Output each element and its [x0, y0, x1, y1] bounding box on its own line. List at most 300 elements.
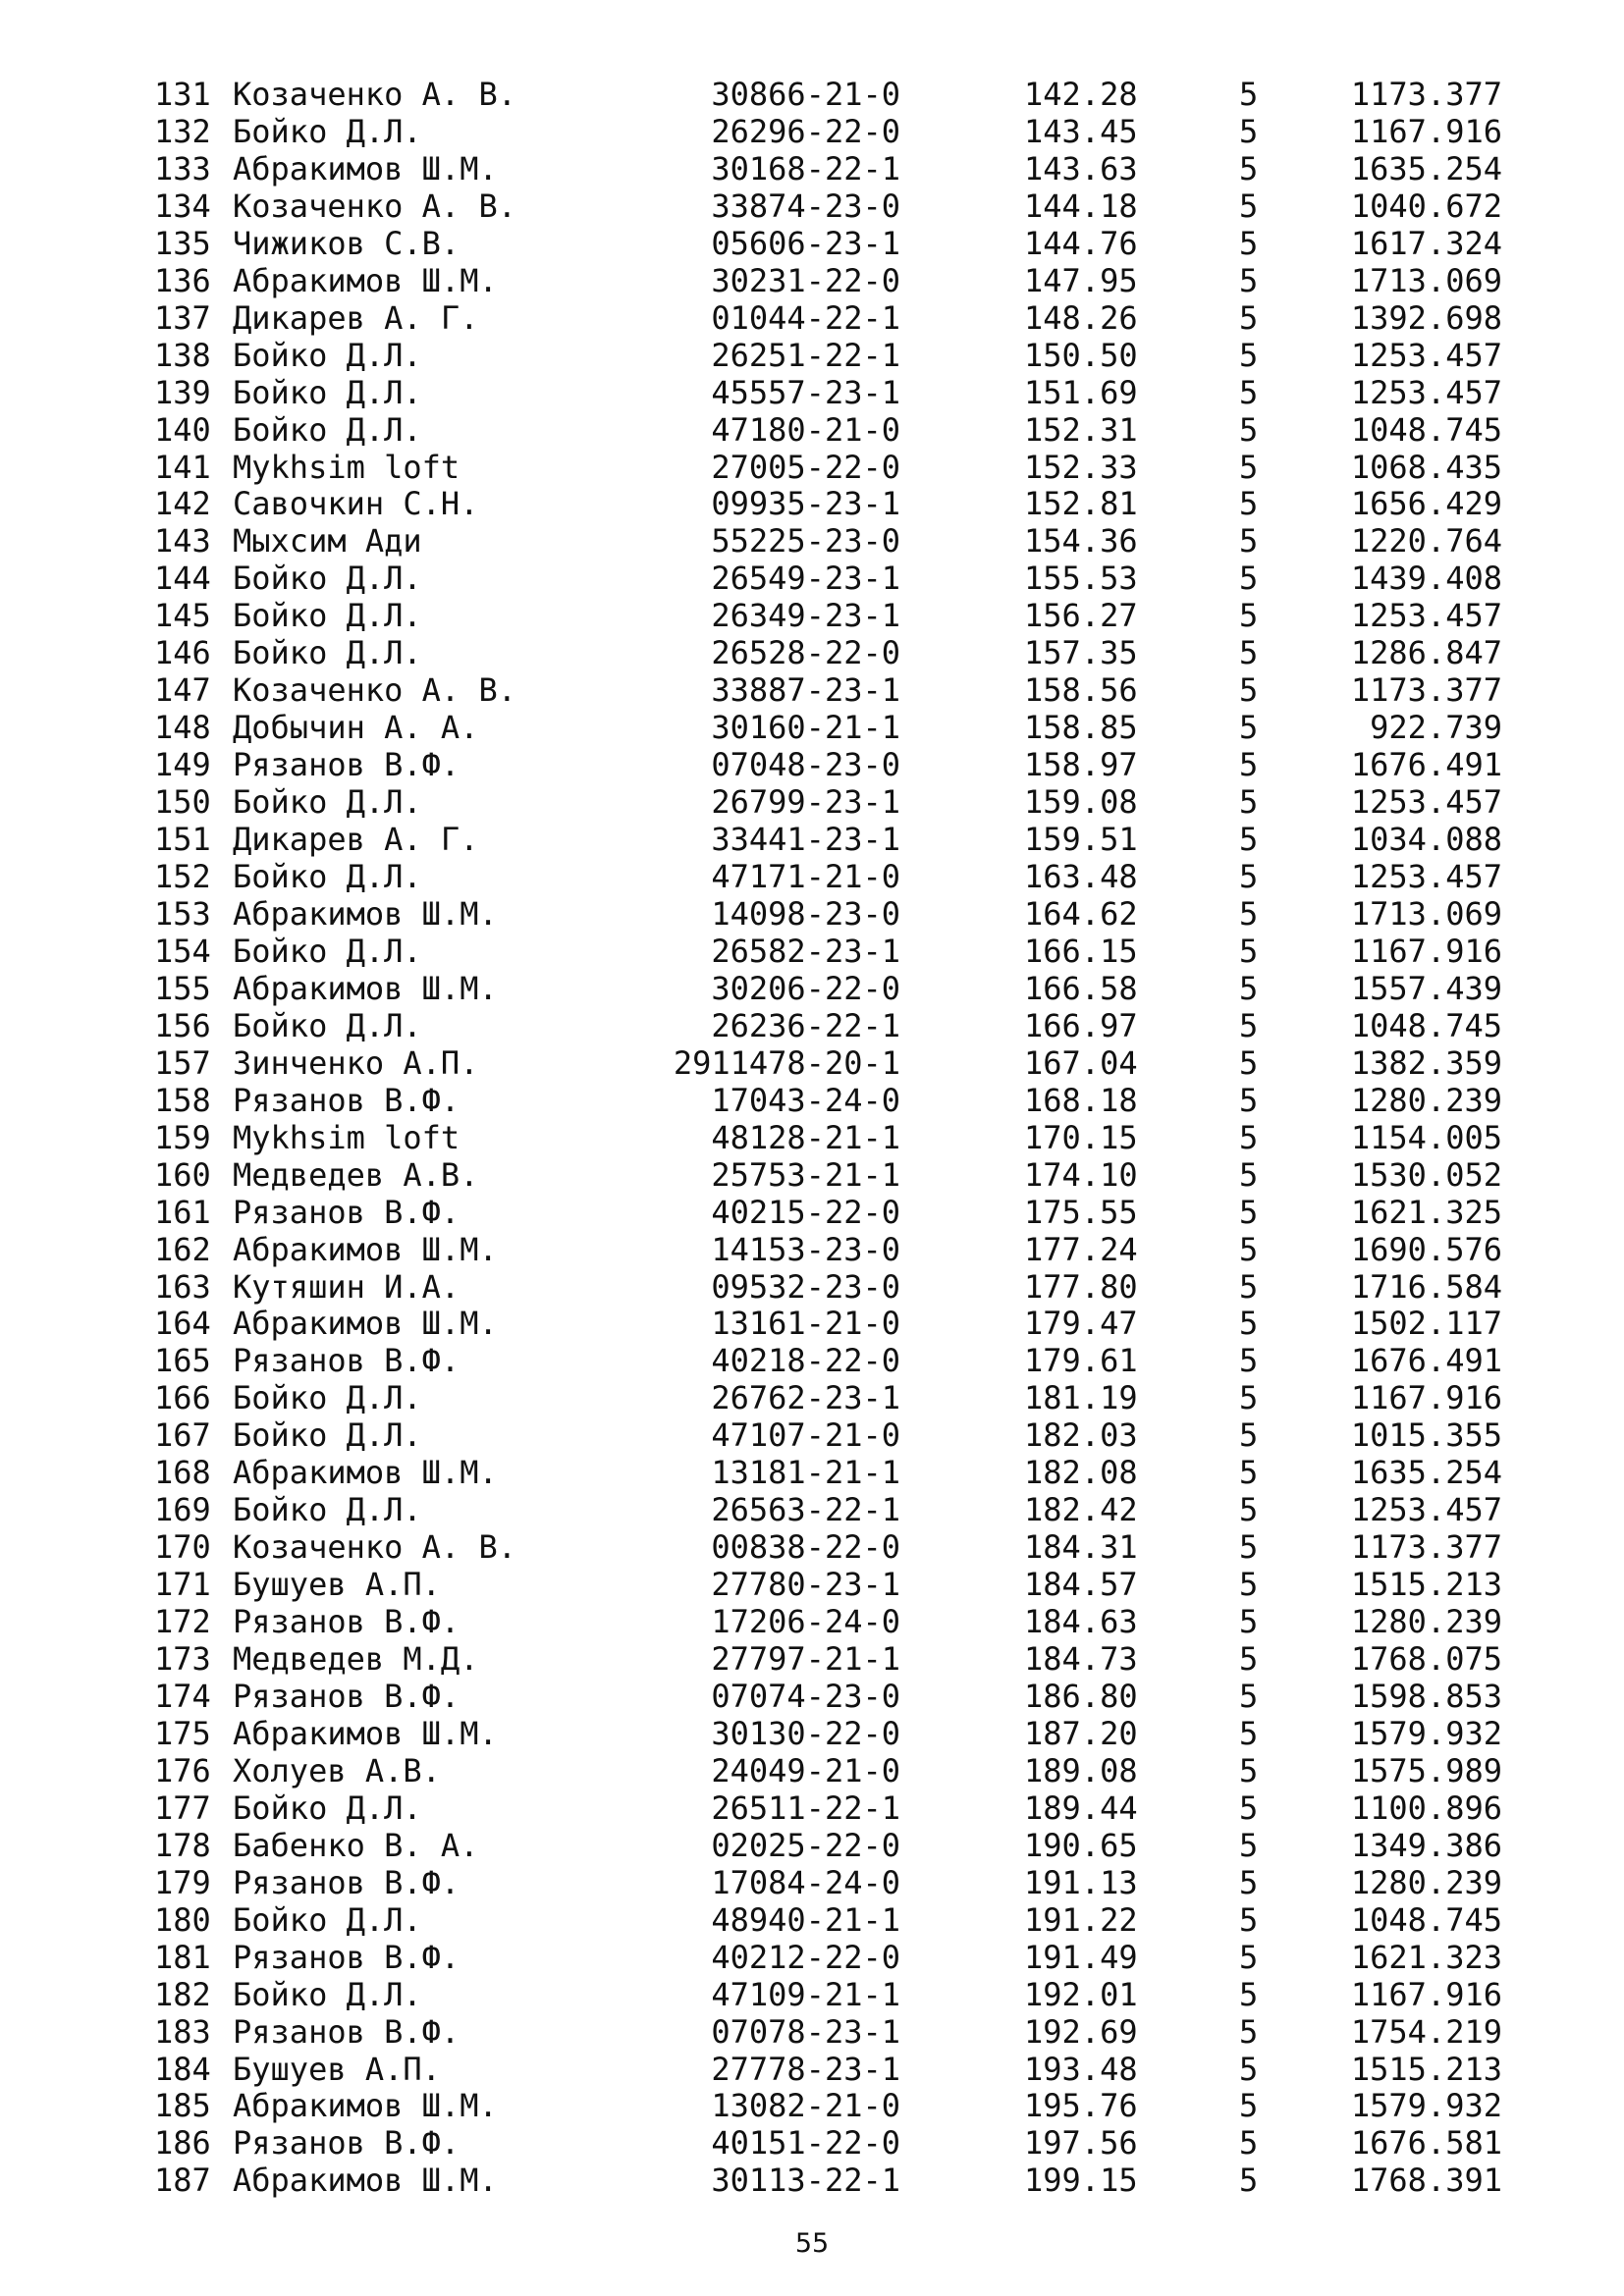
owner-name: Бойко Д.Л.: [233, 560, 422, 598]
row-number: 138: [154, 336, 211, 374]
table-row: [0, 151, 1624, 188]
table-row: [0, 450, 1624, 487]
area-value: 152.81: [1024, 485, 1138, 523]
record-code: 27797-21-1: [711, 1640, 900, 1679]
area-value: 195.76: [1024, 2087, 1138, 2125]
amount-value: 1557.439: [1350, 969, 1502, 1007]
record-code: 40212-22-0: [711, 1938, 900, 1976]
amount-value: 1635.254: [1350, 1454, 1502, 1492]
record-code: 40215-22-0: [711, 1193, 900, 1231]
row-number: 162: [154, 1230, 211, 1268]
record-code: 26236-22-1: [711, 1006, 900, 1044]
record-code: 01044-22-1: [711, 298, 900, 337]
record-code: 27780-23-1: [711, 1566, 900, 1604]
owner-name: Абракимов Ш.М.: [233, 969, 498, 1007]
row-number: 175: [154, 1714, 211, 1752]
owner-name: Чижиков С.В.: [233, 224, 460, 262]
owner-name: Бойко Д.Л.: [233, 1416, 422, 1455]
table-row: [0, 114, 1624, 151]
amount-value: 1286.847: [1350, 634, 1502, 672]
record-code: 45557-23-1: [711, 373, 900, 411]
row-number: 141: [154, 448, 211, 486]
row-number: 174: [154, 1677, 211, 1715]
record-code: 02025-22-0: [711, 1826, 900, 1864]
amount-value: 1167.916: [1350, 112, 1502, 150]
class-value: 5: [1239, 597, 1259, 635]
amount-value: 922.739: [1370, 709, 1502, 747]
amount-value: 1713.069: [1350, 261, 1502, 299]
record-code: 33441-23-1: [711, 821, 900, 859]
amount-value: 1754.219: [1350, 2012, 1502, 2051]
record-code: 48940-21-1: [711, 1900, 900, 1939]
area-value: 152.33: [1024, 448, 1138, 486]
table-row: [0, 300, 1624, 338]
amount-value: 1048.745: [1350, 1006, 1502, 1044]
row-number: 131: [154, 76, 211, 113]
row-number: 153: [154, 894, 211, 933]
class-value: 5: [1239, 709, 1259, 747]
amount-value: 1048.745: [1350, 1900, 1502, 1939]
class-value: 5: [1239, 1118, 1259, 1156]
record-code: 47109-21-1: [711, 1975, 900, 2013]
area-value: 193.48: [1024, 2050, 1138, 2088]
table-row: [0, 1679, 1624, 1716]
row-number: 134: [154, 187, 211, 225]
class-value: 5: [1239, 1454, 1259, 1492]
record-code: 55225-23-0: [711, 522, 900, 561]
area-value: 152.31: [1024, 410, 1138, 449]
amount-value: 1515.213: [1350, 2050, 1502, 2088]
table-row: [0, 1269, 1624, 1307]
row-number: 185: [154, 2087, 211, 2125]
class-value: 5: [1239, 410, 1259, 449]
area-value: 170.15: [1024, 1118, 1138, 1156]
table-row: [0, 375, 1624, 412]
page-number: 55: [794, 2228, 830, 2259]
area-value: 167.04: [1024, 1043, 1138, 1082]
record-code: 07048-23-0: [711, 746, 900, 784]
row-number: 139: [154, 373, 211, 411]
table-row: [0, 1604, 1624, 1641]
row-number: 145: [154, 597, 211, 635]
class-value: 5: [1239, 894, 1259, 933]
area-value: 174.10: [1024, 1155, 1138, 1194]
record-code: 17084-24-0: [711, 1863, 900, 1901]
record-code: 26511-22-1: [711, 1789, 900, 1827]
table-row: [0, 1008, 1624, 1045]
record-code: 27005-22-0: [711, 448, 900, 486]
owner-name: Бушуев А.П.: [233, 2050, 441, 2088]
class-value: 5: [1239, 336, 1259, 374]
table-row: [0, 1753, 1624, 1790]
table-row: [0, 188, 1624, 226]
amount-value: 1392.698: [1350, 298, 1502, 337]
class-value: 5: [1239, 1863, 1259, 1901]
class-value: 5: [1239, 1081, 1259, 1119]
row-number: 147: [154, 671, 211, 710]
owner-name: Бойко Д.Л.: [233, 336, 422, 374]
record-code: 26582-23-1: [711, 932, 900, 970]
owner-name: Mykhsim loft: [233, 448, 460, 486]
amount-value: 1253.457: [1350, 336, 1502, 374]
class-value: 5: [1239, 1677, 1259, 1715]
table-row: [0, 263, 1624, 300]
class-value: 5: [1239, 187, 1259, 225]
row-number: 178: [154, 1826, 211, 1864]
record-code: 17043-24-0: [711, 1081, 900, 1119]
amount-value: 1280.239: [1350, 1863, 1502, 1901]
amount-value: 1676.491: [1350, 746, 1502, 784]
owner-name: Абракимов Ш.М.: [233, 2162, 498, 2200]
row-number: 152: [154, 858, 211, 896]
owner-name: Мыхсим Ади: [233, 522, 422, 561]
class-value: 5: [1239, 1714, 1259, 1752]
area-value: 191.49: [1024, 1938, 1138, 1976]
row-number: 160: [154, 1155, 211, 1194]
amount-value: 1068.435: [1350, 448, 1502, 486]
area-value: 184.31: [1024, 1528, 1138, 1567]
table-row: [0, 896, 1624, 934]
table-row: [0, 1380, 1624, 1417]
record-code: 13181-21-1: [711, 1454, 900, 1492]
table-row: [0, 1195, 1624, 1232]
row-number: 183: [154, 2012, 211, 2051]
class-value: 5: [1239, 76, 1259, 113]
owner-name: Абракимов Ш.М.: [233, 1714, 498, 1752]
record-code: 07074-23-0: [711, 1677, 900, 1715]
area-value: 175.55: [1024, 1193, 1138, 1231]
area-value: 179.61: [1024, 1342, 1138, 1380]
class-value: 5: [1239, 1230, 1259, 1268]
amount-value: 1167.916: [1350, 1379, 1502, 1417]
amount-value: 1621.325: [1350, 1193, 1502, 1231]
owner-name: Mykhsim loft: [233, 1118, 460, 1156]
owner-name: Рязанов В.Ф.: [233, 1342, 460, 1380]
owner-name: Кутяшин И.А.: [233, 1267, 460, 1306]
row-number: 179: [154, 1863, 211, 1901]
table-row: [0, 2052, 1624, 2089]
amount-value: 1173.377: [1350, 76, 1502, 113]
area-value: 192.69: [1024, 2012, 1138, 2051]
class-value: 5: [1239, 2124, 1259, 2163]
amount-value: 1220.764: [1350, 522, 1502, 561]
table-row: [0, 1865, 1624, 1902]
class-value: 5: [1239, 634, 1259, 672]
class-value: 5: [1239, 1267, 1259, 1306]
amount-value: 1502.117: [1350, 1305, 1502, 1343]
owner-name: Бойко Д.Л.: [233, 1900, 422, 1939]
amount-value: 1768.391: [1350, 2162, 1502, 2200]
class-value: 5: [1239, 1043, 1259, 1082]
owner-name: Бушуев А.П.: [233, 1566, 441, 1604]
row-number: 157: [154, 1043, 211, 1082]
class-value: 5: [1239, 298, 1259, 337]
table-row: [0, 1641, 1624, 1679]
record-code: 26349-23-1: [711, 597, 900, 635]
owner-name: Бойко Д.Л.: [233, 112, 422, 150]
row-number: 158: [154, 1081, 211, 1119]
area-value: 158.97: [1024, 746, 1138, 784]
record-code: 26528-22-0: [711, 634, 900, 672]
owner-name: Бойко Д.Л.: [233, 373, 422, 411]
class-value: 5: [1239, 783, 1259, 822]
class-value: 5: [1239, 1193, 1259, 1231]
table-row: [0, 2088, 1624, 2125]
area-value: 184.57: [1024, 1566, 1138, 1604]
row-number: 180: [154, 1900, 211, 1939]
owner-name: Козаченко А. В.: [233, 1528, 516, 1567]
owner-name: Абракимов Ш.М.: [233, 1454, 498, 1492]
record-code: 26563-22-1: [711, 1491, 900, 1529]
table-row: [0, 1157, 1624, 1195]
class-value: 5: [1239, 932, 1259, 970]
record-code: 17206-24-0: [711, 1603, 900, 1641]
area-value: 166.58: [1024, 969, 1138, 1007]
class-value: 5: [1239, 746, 1259, 784]
table-row: [0, 2163, 1624, 2200]
row-number: 168: [154, 1454, 211, 1492]
table-row: [0, 1902, 1624, 1940]
amount-value: 1676.581: [1350, 2124, 1502, 2163]
amount-value: 1676.491: [1350, 1342, 1502, 1380]
row-number: 187: [154, 2162, 211, 2200]
row-number: 148: [154, 709, 211, 747]
area-value: 189.44: [1024, 1789, 1138, 1827]
area-value: 199.15: [1024, 2162, 1138, 2200]
amount-value: 1167.916: [1350, 932, 1502, 970]
area-value: 164.62: [1024, 894, 1138, 933]
class-value: 5: [1239, 858, 1259, 896]
class-value: 5: [1239, 1305, 1259, 1343]
area-value: 150.50: [1024, 336, 1138, 374]
class-value: 5: [1239, 373, 1259, 411]
class-value: 5: [1239, 112, 1259, 150]
amount-value: 1530.052: [1350, 1155, 1502, 1194]
owner-name: Козаченко А. В.: [233, 76, 516, 113]
amount-value: 1382.359: [1350, 1043, 1502, 1082]
area-value: 181.19: [1024, 1379, 1138, 1417]
area-value: 158.85: [1024, 709, 1138, 747]
owner-name: Бойко Д.Л.: [233, 1379, 422, 1417]
table-row: [0, 1045, 1624, 1083]
area-value: 182.08: [1024, 1454, 1138, 1492]
area-value: 147.95: [1024, 261, 1138, 299]
row-number: 182: [154, 1975, 211, 2013]
class-value: 5: [1239, 149, 1259, 187]
class-value: 5: [1239, 1379, 1259, 1417]
table-row: [0, 1828, 1624, 1865]
row-number: 137: [154, 298, 211, 337]
area-value: 187.20: [1024, 1714, 1138, 1752]
owner-name: Абракимов Ш.М.: [233, 894, 498, 933]
table-row: [0, 1306, 1624, 1343]
amount-value: 1280.239: [1350, 1603, 1502, 1641]
class-value: 5: [1239, 1491, 1259, 1529]
class-value: 5: [1239, 1640, 1259, 1679]
class-value: 5: [1239, 2050, 1259, 2088]
amount-value: 1253.457: [1350, 597, 1502, 635]
class-value: 5: [1239, 1751, 1259, 1789]
table-row: [0, 1716, 1624, 1753]
owner-name: Медведев М.Д.: [233, 1640, 479, 1679]
table-row: [0, 822, 1624, 859]
record-code: 26296-22-0: [711, 112, 900, 150]
record-code: 07078-23-1: [711, 2012, 900, 2051]
class-value: 5: [1239, 522, 1259, 561]
amount-value: 1173.377: [1350, 1528, 1502, 1567]
area-value: 142.28: [1024, 76, 1138, 113]
data-table: [0, 77, 1624, 2200]
table-row: [0, 971, 1624, 1008]
area-value: 154.36: [1024, 522, 1138, 561]
record-code: 30866-21-0: [711, 76, 900, 113]
owner-name: Рязанов В.Ф.: [233, 1863, 460, 1901]
row-number: 186: [154, 2124, 211, 2163]
table-row: [0, 1977, 1624, 2014]
record-code: 13082-21-0: [711, 2087, 900, 2125]
area-value: 177.80: [1024, 1267, 1138, 1306]
record-code: 24049-21-0: [711, 1751, 900, 1789]
table-row: [0, 2014, 1624, 2052]
class-value: 5: [1239, 1975, 1259, 2013]
amount-value: 1579.932: [1350, 1714, 1502, 1752]
row-number: 166: [154, 1379, 211, 1417]
table-row: [0, 1417, 1624, 1455]
row-number: 176: [154, 1751, 211, 1789]
record-code: 47107-21-0: [711, 1416, 900, 1455]
owner-name: Рязанов В.Ф.: [233, 1603, 460, 1641]
amount-value: 1253.457: [1350, 1491, 1502, 1529]
amount-value: 1154.005: [1350, 1118, 1502, 1156]
owner-name: Рязанов В.Ф.: [233, 1193, 460, 1231]
class-value: 5: [1239, 224, 1259, 262]
row-number: 146: [154, 634, 211, 672]
area-value: 156.27: [1024, 597, 1138, 635]
area-value: 168.18: [1024, 1081, 1138, 1119]
owner-name: Бойко Д.Л.: [233, 1975, 422, 2013]
owner-name: Холуев А.В.: [233, 1751, 441, 1789]
amount-value: 1280.239: [1350, 1081, 1502, 1119]
area-value: 184.63: [1024, 1603, 1138, 1641]
amount-value: 1015.355: [1350, 1416, 1502, 1455]
row-number: 132: [154, 112, 211, 150]
record-code: 30231-22-0: [711, 261, 900, 299]
area-value: 182.03: [1024, 1416, 1138, 1455]
class-value: 5: [1239, 2087, 1259, 2125]
class-value: 5: [1239, 560, 1259, 598]
record-code: 00838-22-0: [711, 1528, 900, 1567]
row-number: 140: [154, 410, 211, 449]
record-code: 30160-21-1: [711, 709, 900, 747]
row-number: 177: [154, 1789, 211, 1827]
table-row: [0, 561, 1624, 598]
class-value: 5: [1239, 2012, 1259, 2051]
amount-value: 1575.989: [1350, 1751, 1502, 1789]
table-row: [0, 77, 1624, 114]
owner-name: Козаченко А. В.: [233, 671, 516, 710]
table-row: [0, 1455, 1624, 1492]
table-row: [0, 1492, 1624, 1529]
table-row: [0, 1120, 1624, 1157]
amount-value: 1167.916: [1350, 1975, 1502, 2013]
row-number: 169: [154, 1491, 211, 1529]
row-number: 171: [154, 1566, 211, 1604]
class-value: 5: [1239, 969, 1259, 1007]
row-number: 159: [154, 1118, 211, 1156]
row-number: 149: [154, 746, 211, 784]
owner-name: Абракимов Ш.М.: [233, 1305, 498, 1343]
amount-value: 1716.584: [1350, 1267, 1502, 1306]
record-code: 26762-23-1: [711, 1379, 900, 1417]
amount-value: 1253.457: [1350, 373, 1502, 411]
class-value: 5: [1239, 1155, 1259, 1194]
amount-value: 1656.429: [1350, 485, 1502, 523]
amount-value: 1173.377: [1350, 671, 1502, 710]
class-value: 5: [1239, 1603, 1259, 1641]
area-value: 159.08: [1024, 783, 1138, 822]
record-code: 25753-21-1: [711, 1155, 900, 1194]
row-number: 155: [154, 969, 211, 1007]
row-number: 165: [154, 1342, 211, 1380]
owner-name: Дикарев А. Г.: [233, 821, 479, 859]
table-row: [0, 2125, 1624, 2163]
amount-value: 1040.672: [1350, 187, 1502, 225]
class-value: 5: [1239, 485, 1259, 523]
row-number: 167: [154, 1416, 211, 1455]
row-number: 184: [154, 2050, 211, 2088]
amount-value: 1439.408: [1350, 560, 1502, 598]
table-row: [0, 784, 1624, 822]
area-value: 144.18: [1024, 187, 1138, 225]
owner-name: Бойко Д.Л.: [233, 858, 422, 896]
amount-value: 1034.088: [1350, 821, 1502, 859]
area-value: 191.22: [1024, 1900, 1138, 1939]
record-code: 13161-21-0: [711, 1305, 900, 1343]
owner-name: Зинченко А.П.: [233, 1043, 479, 1082]
class-value: 5: [1239, 1789, 1259, 1827]
owner-name: Медведев А.В.: [233, 1155, 479, 1194]
record-code: 14098-23-0: [711, 894, 900, 933]
record-code: 40218-22-0: [711, 1342, 900, 1380]
owner-name: Бойко Д.Л.: [233, 410, 422, 449]
table-row: [0, 523, 1624, 561]
owner-name: Рязанов В.Ф.: [233, 1081, 460, 1119]
area-value: 190.65: [1024, 1826, 1138, 1864]
area-value: 179.47: [1024, 1305, 1138, 1343]
row-number: 163: [154, 1267, 211, 1306]
owner-name: Бойко Д.Л.: [233, 1491, 422, 1529]
record-code: 27778-23-1: [711, 2050, 900, 2088]
class-value: 5: [1239, 1566, 1259, 1604]
amount-value: 1253.457: [1350, 858, 1502, 896]
record-code: 47171-21-0: [711, 858, 900, 896]
class-value: 5: [1239, 2162, 1259, 2200]
record-code: 26549-23-1: [711, 560, 900, 598]
class-value: 5: [1239, 1416, 1259, 1455]
area-value: 144.76: [1024, 224, 1138, 262]
class-value: 5: [1239, 261, 1259, 299]
amount-value: 1617.324: [1350, 224, 1502, 262]
table-row: [0, 338, 1624, 375]
row-number: 156: [154, 1006, 211, 1044]
owner-name: Абракимов Ш.М.: [233, 2087, 498, 2125]
owner-name: Бойко Д.Л.: [233, 783, 422, 822]
area-value: 166.15: [1024, 932, 1138, 970]
record-code: 40151-22-0: [711, 2124, 900, 2163]
table-row: [0, 710, 1624, 747]
record-code: 09935-23-1: [711, 485, 900, 523]
area-value: 157.35: [1024, 634, 1138, 672]
